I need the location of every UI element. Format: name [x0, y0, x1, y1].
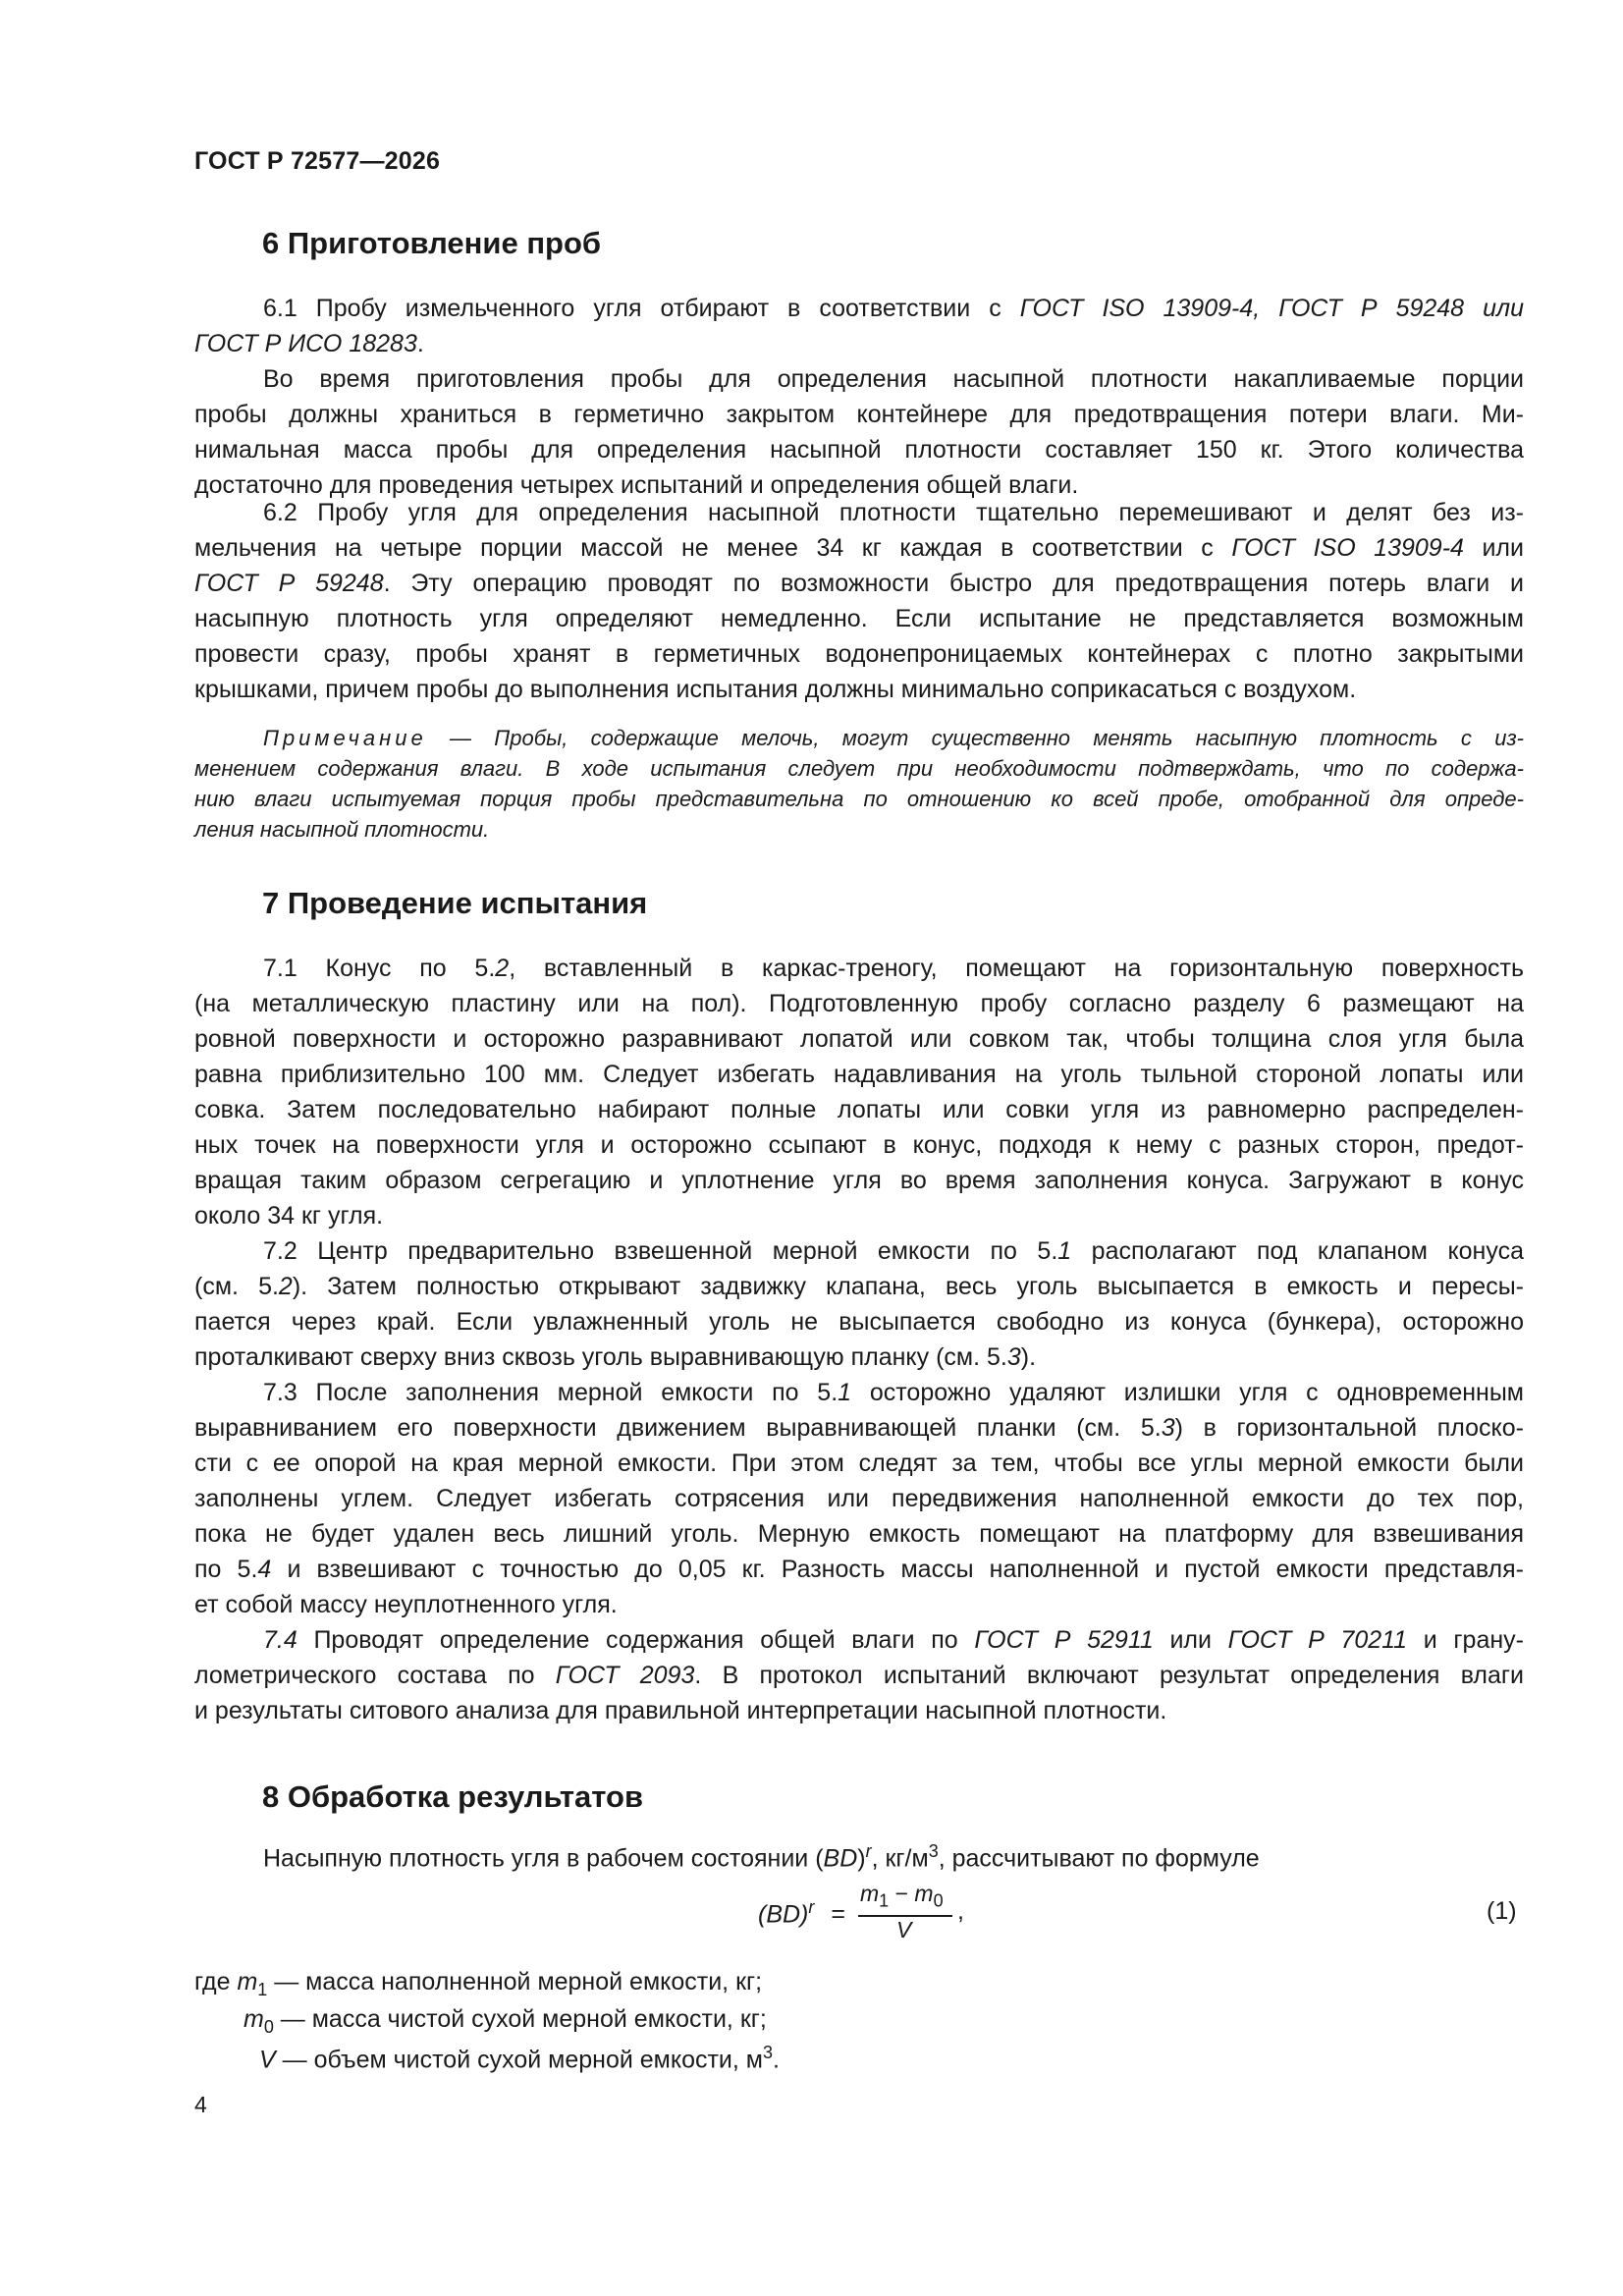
formula-numerator: $m_1 - m_0$ — [860, 1881, 944, 1911]
formula-comma: , — [957, 1897, 964, 1925]
paragraph-7-3: 7.3 После заполнения мерной емкости по 5.1 осторожно удаляют излишки угля с одновременным выравниванием его поверхности движением выравнивающей планки (см. 5.3) в горизонтальной плоско- сти с ее опорой на края мерной емкости. При этом следят за тем, чтобы все углы мерной емкости были заполнены углем. Следует избегать сотрясения или передвижения наполненной емкости до тех пор, пока не будет удален весь лишний уголь. Мерную емкость помещают на платформу для взвешивания по 5.4 и взвешивают с точностью до 0,05 кг. Разность массы наполненной и пустой емкости представля- ет собой массу неуплотненного угля. — [194, 1379, 1524, 1618]
paragraph-7-2: 7.2 Центр предварительно взвешенной мерной емкости по 5.1 располагают под клапаном конуса (см. 5.2). Затем полностью открывают задвижку клапана, весь уголь высыпается в емкость и пересы- пается через край. Если увлажненный уголь не высыпается свободно из конуса (бункера), осторожно проталкивают сверху вниз сквозь уголь выравнивающую планку (см. 5.3). — [194, 1237, 1524, 1371]
formula-intro: Насыпную плотность угля в рабочем состоянии (BD)$^r$, $кг/м^3$, рассчитывают по формуле — [263, 1841, 1260, 1873]
page-number: 4 — [194, 2092, 207, 2117]
paragraph-7-4: 7.4 Проводят определение содержания общей влаги по ГОСТ Р 52911 или ГОСТ Р 70211 и грану- лометрического состава по ГОСТ 2093. В протокол испытаний включают результат определения влаги и результаты ситового анализа для правильной интерпретации насыпной плотности. — [194, 1626, 1524, 1724]
paragraph-6-2: 6.2 Пробу угля для определения насыпной плотности тщательно перемешивают и делят без из- мельчения на четыре порции массой не менее 34 кг каждая в соответствии с ГОСТ ISO 13909-4 или ГОСТ Р 59248. Эту операцию проводят по возможности быстро для предотвращения потерь влаги и насыпную плотность угля определяют немедленно. Если испытание не представляется возможным провести сразу, пробы хранят в герметичных водонепроницаемых контейнерах с плотно закрытыми крышками, причем пробы до выполнения испытания должны минимально соприкасаться с воздухом. — [194, 499, 1525, 703]
paragraph-6-1-continued: Во время приготовления пробы для определения насыпной плотности накапливаемые порции пробы должны храниться в герметично закрытом контейнере для предотвращения потери влаги. Ми- нимальная масса пробы для определения насыпной плотности составляет 150 кг. Этого количества достаточно для проведения четырех испытаний и определения общей влаги. — [194, 365, 1524, 499]
section-8-heading: 8 Обработка результатов — [262, 1779, 644, 1814]
note: Примечание — Пробы, содержащие мелочь, могут существенно менять насыпную плотность с из- менением содержания влаги. В ходе испытания следует при необходимости подтверждать, что по содержа- нию влаги испытуемая порция пробы представительна по отношению ко всей пробе, отобранной для опреде- ления насыпной плотности. — [194, 726, 1524, 842]
where-v: V — объем чистой сухой мерной емкости, $м^3$. — [259, 2043, 780, 2074]
document-header: ГОСТ Р 72577—2026 — [194, 147, 441, 175]
section-7-heading: 7 Проведение испытания — [262, 886, 648, 920]
where-m0: $m_0$ — масса чистой сухой мерной емкости, кг; — [243, 2005, 767, 2037]
paragraph-7-1: 7.1 Конус по 5.2, вставленный в каркас-треногу, помещают на горизонтальную поверхность (на металлическую пластину или на пол). Подготовленную пробу согласно разделу 6 размещают на ровной поверхности и осторожно разравнивают лопатой или совком так, чтобы толщина слоя угля была равна приблизительно 100 мм. Следует избегать надавливания на уголь тыльной стороной лопаты или совка. Затем последовательно набирают полные лопаты или совки угля из равномерно распределен- ных точек на поверхности угля и осторожно ссыпают в конус, подходя к нему с разных сторон, предот- вращая таким образом сегрегацию и уплотнение угля во время заполнения конуса. Загружают в конус около 34 кг угля. — [194, 955, 1524, 1230]
formula-lhs: (BD)$^r$ = — [758, 1897, 845, 1929]
formula-denominator: V — [896, 1917, 912, 1942]
where-m1: где $m_1$ — масса наполненной мерной емкости, кг; — [194, 1968, 763, 1999]
paragraph-6-1: 6.1 Пробу измельченного угля отбирают в соответствии с ГОСТ ISO 13909-4, ГОСТ Р 59248 или ГОСТ Р ИСО 18283. — [194, 295, 1524, 357]
section-6-heading: 6 Приготовление проб — [262, 226, 602, 260]
formula-number: (1) — [1487, 1897, 1517, 1925]
